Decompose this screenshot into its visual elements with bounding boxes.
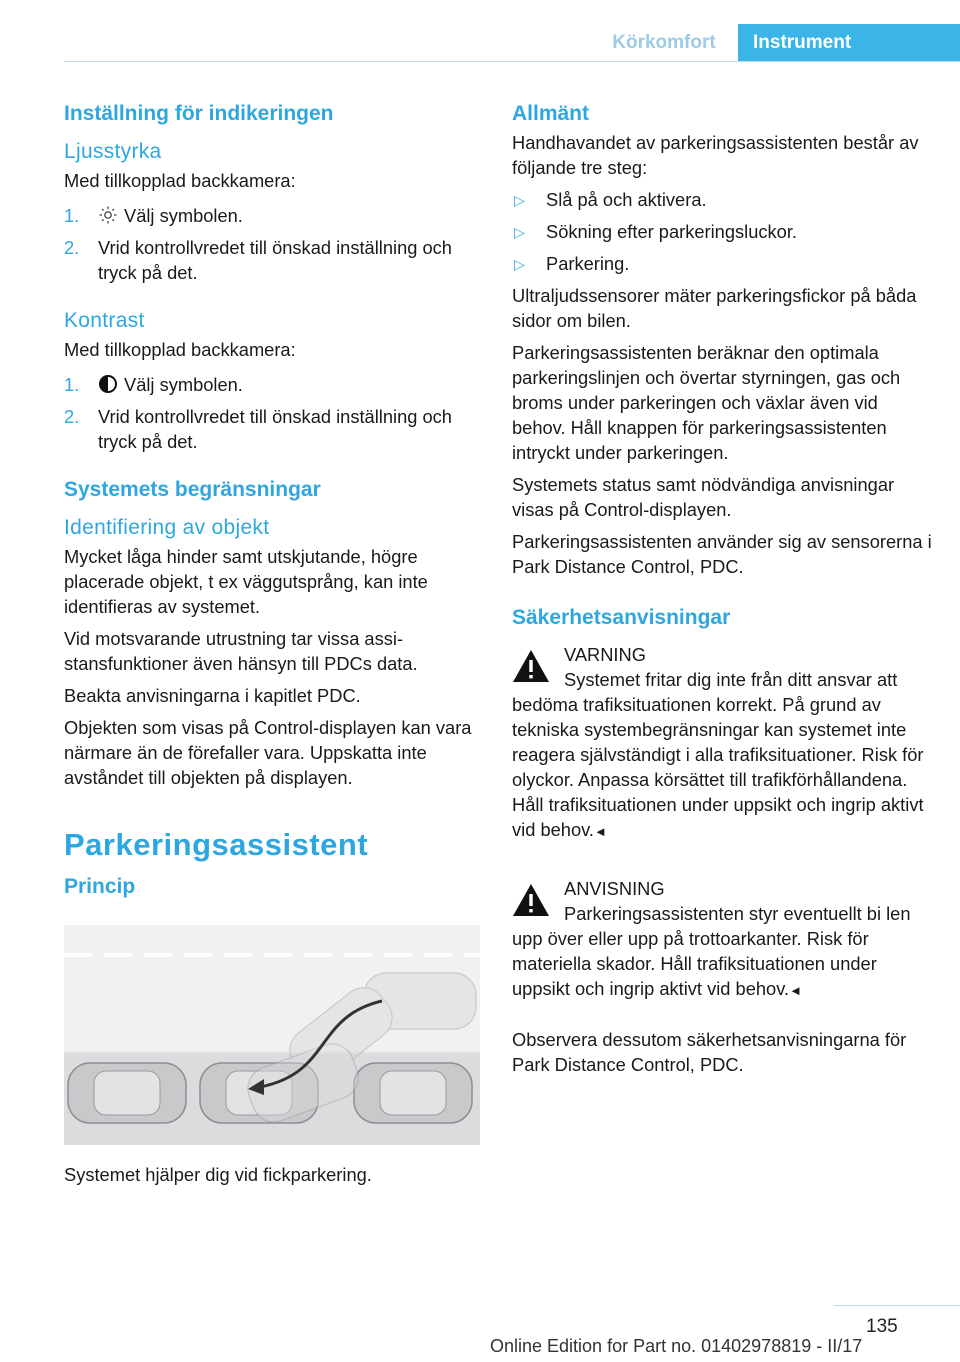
- heading-general: Allmänt: [512, 102, 590, 125]
- brightness-step-1: [64, 203, 484, 228]
- general-intro: Handhavandet av parkeringsassistenten består av följande tre steg:: [512, 132, 919, 178]
- header-rule: [64, 61, 960, 62]
- step-number: 1.: [64, 205, 80, 226]
- end-mark-icon: ◄: [593, 824, 607, 839]
- contrast-icon: [98, 374, 118, 394]
- limits-paragraph-3: Beakta anvisningarna i kapitlet PDC.: [64, 685, 361, 706]
- left-column: [64, 100, 484, 1194]
- heading-principle: Princip: [64, 875, 136, 898]
- note-first-line: Parkeringsassistenten styr eventuellt bi: [564, 903, 882, 924]
- note-text: len upp över eller upp på trottoarkanter. Risk för materiella skador. Håll trafiksituationen under uppsikt och ingrip aktivt vid behov.: [512, 903, 911, 999]
- observe-paragraph: Observera dessutom säkerhetsanvisningarna för Park Distance Control, PDC.: [512, 1029, 907, 1075]
- heading-parking-assistant: Parkeringsassistent: [64, 827, 369, 862]
- triangle-bullet-icon: ▷: [514, 256, 525, 272]
- note-label: ANVISNING: [564, 878, 665, 899]
- page-number: 135: [866, 1316, 898, 1337]
- brightness-steps: [64, 203, 484, 285]
- general-paragraph-1: Ultraljudssensorer mäter parkeringsfickor på båda sidor om bilen.: [512, 285, 917, 331]
- header-tab-korkomfort[interactable]: Körkomfort: [612, 32, 716, 53]
- warning-triangle-icon: [512, 882, 550, 918]
- warning-text: bedöma trafiksituationen korrekt. På grund av tekniska systembegränsningar kan systemet inte reagera självständigt i alla trafiksituationer. Risk för olyckor. Anpassa körsättet till trafikförhållandena. Håll trafiksituationen under uppsikt och ingrip aktivt vid behov.: [512, 694, 924, 840]
- contrast-intro: Med tillkopplad backkamera:: [64, 339, 296, 360]
- illustration-caption: Systemet hjälper dig vid fickparkering.: [64, 1164, 372, 1185]
- right-column: [512, 100, 932, 1084]
- step-text: Välj symbolen.: [124, 374, 243, 395]
- warning-triangle-icon: [512, 648, 550, 684]
- general-paragraph-3: Systemets status samt nödvändiga anvisningar visas på Control-displayen.: [512, 474, 895, 520]
- triangle-bullet-icon: ▷: [514, 224, 525, 240]
- heading-indicator-settings: Inställning för indikeringen: [64, 102, 334, 125]
- brightness-step-2: [64, 235, 484, 285]
- triangle-bullet-icon: ▷: [514, 192, 525, 208]
- heading-safety: Säkerhetsanvisningar: [512, 606, 731, 629]
- general-paragraph-2: Parkeringsassistenten beräknar den optimala parkeringslinjen och övertar styrningen, gas och broms under parkeringen och växlar även vid behov. Håll knappen för parkeringsassistenten intryckt under parkeringen.: [512, 342, 901, 463]
- brightness-intro: Med tillkopplad backkamera:: [64, 170, 296, 191]
- end-mark-icon: ◄: [789, 983, 802, 998]
- warning-block: [512, 642, 932, 844]
- step-text: Vrid kontrollvredet till önskad inställning och tryck på det.: [98, 237, 452, 283]
- contrast-step-1: [64, 372, 484, 397]
- limits-paragraph-4: Objekten som visas på Control-displayen kan vara närmare än de förefaller vara. Uppskatta inte avståndet till objekten på displayen.: [64, 717, 472, 788]
- edition-footer: Online Edition for Part no. 01402978819 - II/17: [490, 1336, 863, 1356]
- list-item: ▷ Slå på och aktivera.: [512, 187, 932, 212]
- step-text: Välj symbolen.: [124, 205, 243, 226]
- warning-first-line: Systemet fritar dig inte från ditt ansvar att: [564, 669, 898, 690]
- general-steps-list: [512, 187, 932, 276]
- note-block: [512, 876, 932, 1003]
- limits-paragraph-2: Vid motsvarande utrustning tar vissa assistansfunktioner även hänsyn till PDCs data.: [64, 628, 418, 674]
- brightness-icon: [98, 205, 118, 225]
- list-item: ▷ Parkering.: [512, 251, 932, 276]
- page-header: [0, 0, 960, 62]
- heading-brightness: Ljusstyrka: [64, 140, 162, 163]
- contrast-steps: [64, 372, 484, 454]
- limits-paragraph-1: Mycket låga hinder samt utskjutande, högre placerade objekt, t ex väggutsprång, kan inte identifieras av systemet.: [64, 546, 428, 617]
- contrast-step-2: [64, 404, 484, 454]
- step-number: 2.: [64, 237, 80, 258]
- footer-rule: [834, 1305, 960, 1306]
- list-item: ▷ Sökning efter parkeringsluckor.: [512, 219, 932, 244]
- step-number: 2.: [64, 406, 80, 427]
- heading-contrast: Kontrast: [64, 309, 145, 332]
- header-tab-instrument[interactable]: Instrument: [738, 24, 960, 62]
- heading-system-limits: Systemets begränsningar: [64, 478, 321, 501]
- heading-object-identification: Identifiering av objekt: [64, 516, 270, 539]
- step-text: Vrid kontrollvredet till önskad inställning och tryck på det.: [98, 406, 452, 452]
- step-number: 1.: [64, 374, 80, 395]
- parking-illustration: [64, 925, 480, 1145]
- warning-label: VARNING: [564, 644, 646, 665]
- general-paragraph-4: Parkeringsassistenten använder sig av sensorerna i Park Distance Control, PDC.: [512, 531, 932, 577]
